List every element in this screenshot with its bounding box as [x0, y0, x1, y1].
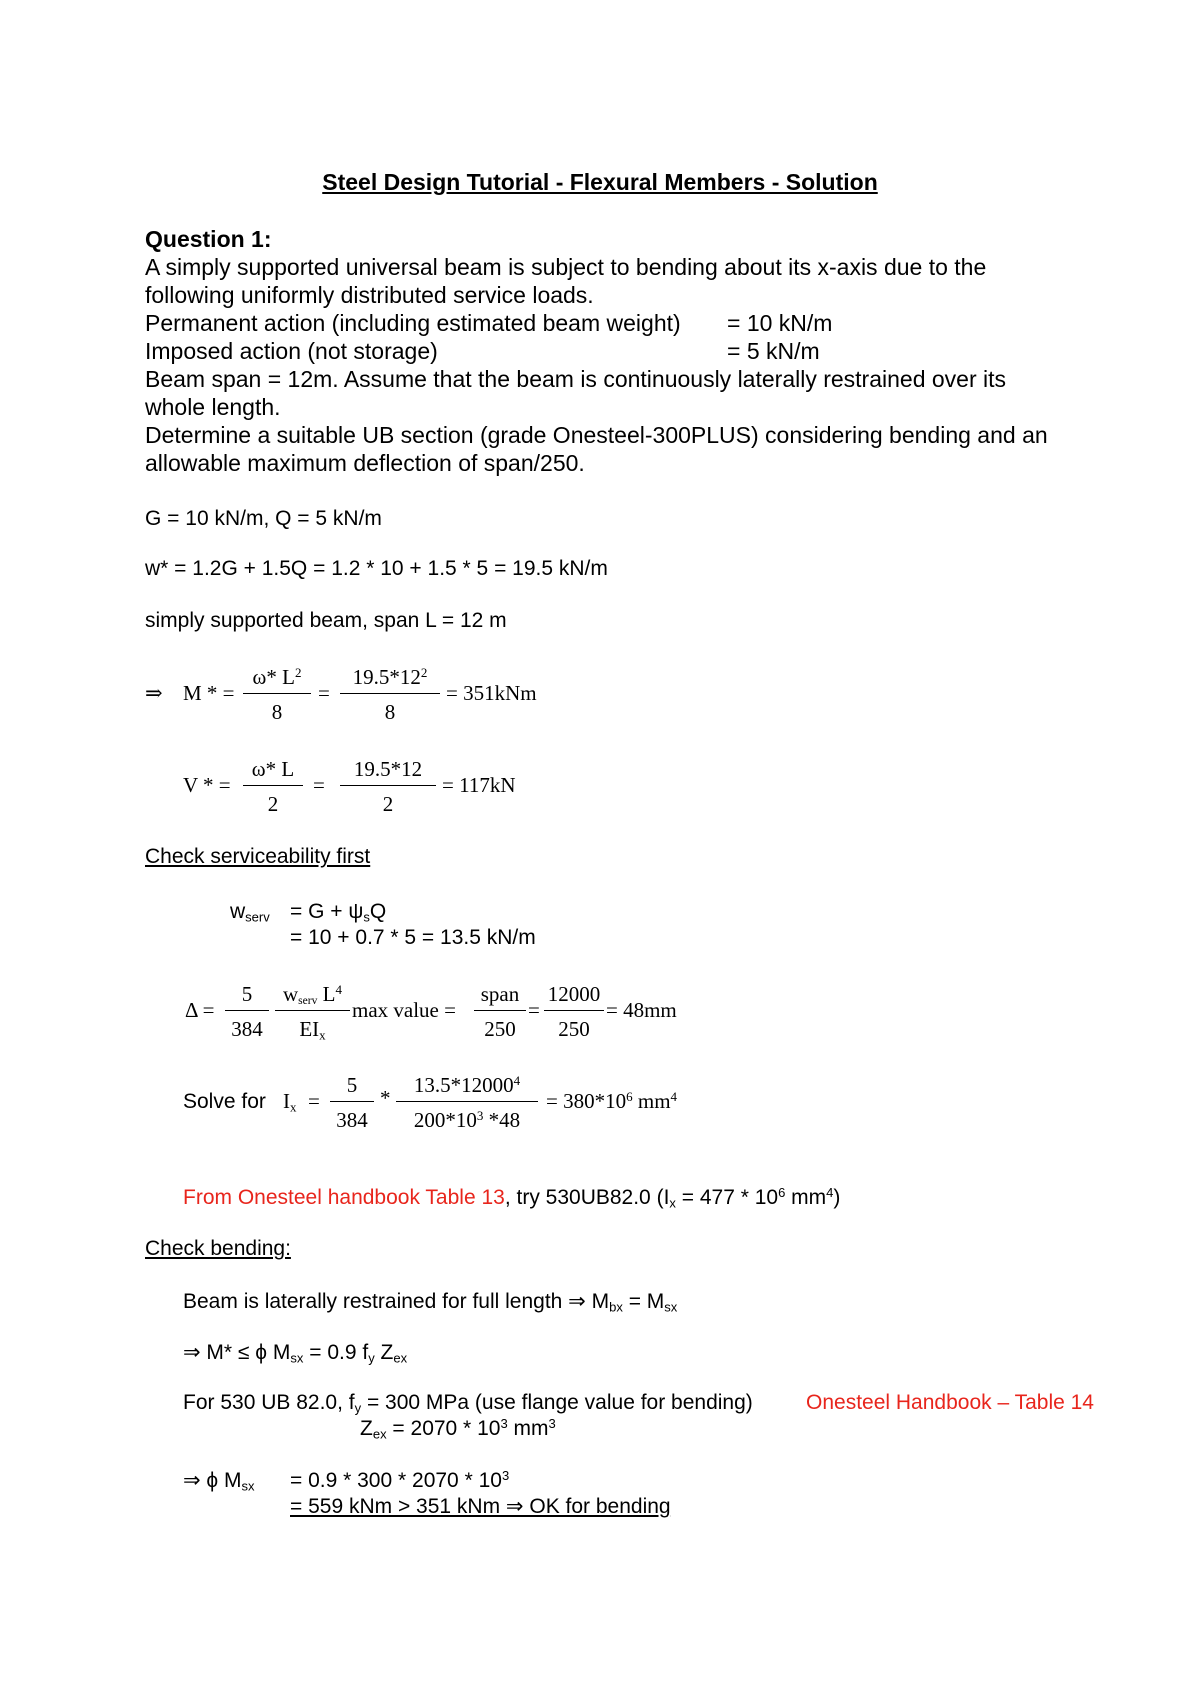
imposed-value: = 5 kN/m: [727, 338, 820, 364]
question-line: Imposed action (not storage): [145, 338, 438, 364]
equals-sign: =: [528, 998, 540, 1022]
equals-sign: =: [308, 1089, 320, 1113]
solve-result: = $380*10^6$ $mm^4$: [546, 1088, 678, 1113]
shear-lhs: V * =: [183, 773, 231, 797]
try-section-line: From Onesteel handbook Table 13, try 530UB82.0 ($I_x = 477 * 10^6$ $mm^4$): [183, 1184, 841, 1211]
question-line: allowable maximum deflection of span/250.: [145, 450, 585, 476]
deflection-lhs: Δ =: [185, 998, 215, 1022]
bending-line-5-label: ⇒ ϕ $M_{sx}$: [183, 1469, 255, 1494]
shear-fraction-1: ω* L 2: [243, 757, 303, 817]
equals-sign: =: [318, 681, 330, 705]
max-value-label: max value =: [352, 998, 456, 1022]
moment-lhs: M * =: [183, 681, 235, 705]
question-line: whole length.: [145, 394, 281, 420]
moment-fraction-2: $19.5*12^2$ 8: [340, 665, 440, 725]
shear-fraction-2: 19.5*12 2: [340, 757, 436, 817]
question-line: following uniformly distributed service loads.: [145, 282, 594, 308]
question-line: Determine a suitable UB section (grade Onesteel-300PLUS) considering bending and an: [145, 422, 1048, 448]
bending-line-2: ⇒ M* ≤ ϕ $M_{sx} = 0.9$ $f_y$ $Z_{ex}$: [183, 1341, 408, 1366]
solve-label: Solve for: [183, 1090, 266, 1113]
deflection-fraction-4: 12000 250: [544, 982, 604, 1042]
question-line: Beam span = 12m. Assume that the beam is continuously laterally restrained over its: [145, 366, 1007, 392]
moment-result: = 351kNm: [446, 681, 537, 705]
deflection-result: = 48mm: [606, 998, 677, 1022]
solve-fraction-2: 13.5*12000$^4$ $200*10^3$ *48: [396, 1073, 538, 1133]
w-serv-expression: = $G + \psi_sQ$: [290, 900, 387, 925]
implies-arrow: ⇒: [145, 681, 163, 705]
bending-line-1: Beam is laterally restrained for full length ⇒ $M_{bx} = M_{sx}$: [183, 1290, 678, 1315]
moment-fraction-1: ω* $L^2$ 8: [243, 665, 311, 725]
serviceability-heading: Check serviceability first: [145, 845, 371, 868]
bending-line-3: For 530 UB 82.0, $f_y = 300$ MPa (use flange value for bending): [183, 1391, 753, 1416]
loads-line: G = 10 kN/m, Q = 5 kN/m: [145, 507, 382, 530]
span-line: simply supported beam, span L = 12 m: [145, 609, 507, 632]
bending-heading: Check bending:: [145, 1237, 291, 1260]
ix-symbol: $I_x$: [283, 1089, 297, 1115]
deflection-fraction-1: 5 384: [225, 982, 269, 1042]
bending-line-5-value: = $0.9 * 300 * 2070 * 10^3$: [290, 1467, 510, 1492]
deflection-fraction-3: span 250: [474, 982, 526, 1042]
question-line: Permanent action (including estimated beam weight): [145, 310, 681, 336]
factored-load-line: w* = 1.2G + 1.5Q = 1.2 * 10 + 1.5 * 5 = 19.5 kN/m: [145, 557, 608, 580]
question-heading: Question 1:: [145, 226, 272, 252]
times-sign: *: [380, 1086, 391, 1110]
solve-fraction-1: 5 384: [330, 1073, 374, 1133]
w-serv-label: $w_{serv}$: [230, 900, 270, 925]
w-serv-value: = 10 + 0.7 * 5 = 13.5 kN/m: [290, 926, 536, 949]
bending-conclusion: = 559 kNm > 351 kNm ⇒ OK for bending: [290, 1495, 671, 1518]
deflection-fraction-2: $w_{serv}$ $L^4$ $EI_x$: [275, 982, 350, 1042]
question-line: A simply supported universal beam is subject to bending about its x-axis due to the: [145, 254, 987, 280]
handbook-reference-table-14: Onesteel Handbook – Table 14: [806, 1391, 1094, 1414]
page-title: Steel Design Tutorial - Flexural Members - Solution: [322, 169, 878, 195]
bending-line-4: $Z_{ex} = 2070 * 10^3$ $mm^3$: [360, 1415, 556, 1442]
handbook-reference: From Onesteel handbook Table 13: [183, 1186, 505, 1209]
permanent-value: = 10 kN/m: [727, 310, 833, 336]
equals-sign: =: [313, 773, 325, 797]
shear-result: = 117kN: [442, 773, 516, 797]
